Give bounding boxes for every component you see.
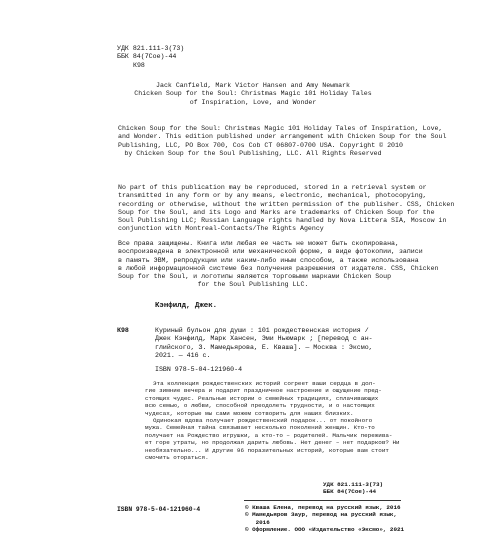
annotation-line: смочить отораться. <box>145 454 209 462</box>
original-title-block <box>118 82 388 107</box>
rights-reserved-ru <box>118 240 439 290</box>
rights-line: Soup for the Soul, и логотипы являются торговыми марками Chicken Soup <box>118 273 392 281</box>
annotation-line: мужа. Семейная тайна связывает несколько поколений женщин. Кто-то <box>145 424 375 432</box>
credit-line: © Мамедьяров Заур, перевод на русский язык, <box>245 511 398 519</box>
catalog-description <box>155 327 401 360</box>
isbn: ISBN 978-5-04-121960-4 <box>117 506 201 513</box>
annotation <box>145 380 401 461</box>
annotation-line: Эта коллекция рождественских историй согреет ваши сердца в дол- <box>153 380 376 387</box>
credit-line: © Оформление. ООО «Издательство «Эксмо», 2021 <box>245 526 405 534</box>
credit-line: © Кваша Елена, перевод на русский язык, 2016 <box>245 504 401 511</box>
udk-block <box>117 45 184 70</box>
annotation-line: гие зимние вечера и подарит праздничное настроение и ощущение пред- <box>145 387 382 395</box>
udk-code: УДК 821.111-3(73) <box>323 481 384 488</box>
bbk-code: ББК 84(7Сое)-44 <box>117 53 177 61</box>
catalog-author-mark: К98 <box>117 327 129 334</box>
catalog-isbn: ISBN 978-5-04-121960-4 <box>155 366 243 373</box>
catalog-line: 2021. — 416 с. <box>155 351 211 359</box>
copyright-line: by Chicken Soup for the Soul Publishing, LLC. All Rights Reserved <box>124 149 382 157</box>
copyright-credits <box>245 504 404 534</box>
rights-line: for the Soul Publishing LLC. <box>197 281 309 289</box>
rights-line: Все права защищены. Книга или любая ее часть не может быть скопирована, <box>118 240 399 247</box>
copyright-line: Publishing, LLC, PO Box 700, Cos Cob CT 06807-0700 USA. Copyright © 2010 <box>118 141 403 149</box>
original-authors: Jack Canfield, Mark Victor Hansen and Amy Newmark <box>156 82 350 89</box>
annotation-line: получает на Рождество игрушки, а кто-то – родителей. Мальчик пережива- <box>145 431 393 439</box>
catalog-line: глийского, З. Мамедьярова, Е. Кваша]. — Москва : Эксмо, <box>155 343 373 351</box>
copyright-line: Chicken Soup for the Soul: Christmas Magic 101 Holiday Tales of Inspiration, Love, <box>118 125 443 132</box>
annotation-line: стоящих чудес. Реальные истории о семейных традициях, сплачивающих <box>145 394 379 402</box>
catalog-author: Кэнфилд, Джек. <box>155 302 218 310</box>
rights-line: воспроизведена в электронной или механической форме, в виде фотокопии, записи <box>118 248 423 256</box>
copyright-line: and Wonder. This edition published under arrangement with Chicken Soup for the Soul <box>118 133 447 141</box>
rights-line: Soul Publishing LLC; Russian Language rights handled by Nova Littera SIA, Moscow in <box>118 217 447 225</box>
rights-line: в любой информационной системе без получения разрешения от издателя. CSS, Chicken <box>118 264 439 272</box>
original-title-line: Chicken Soup for the Soul: Christmas Magic 101 Holiday Tales <box>134 90 372 98</box>
annotation-line: ет горе утраты, но продолжая дарить любовь. Нет денег – нет подарков? Ни <box>145 439 400 447</box>
annotation-line: всю семью, о любви, способной преодолеть трудности, и о настоящих <box>145 402 375 410</box>
catalog-line: Джек Кэнфилд, Марк Хансен, Эми Ньюмарк ; [перевод с ан- <box>155 335 373 343</box>
udk-code: УДК 821.111-3(73) <box>117 45 185 52</box>
credit-line: 2016 <box>245 518 270 526</box>
rights-line: conjunction with Montreal-Contacts/The Rights Agency <box>118 225 324 233</box>
rights-line: No part of this publication may be reproduced, stored in a retrieval system or <box>118 184 427 191</box>
annotation-line: чудесах, которые мы сами можем сотворить для наших близких. <box>145 409 354 417</box>
bbk-code: ББК 84(7Сое)-44 <box>323 488 377 496</box>
original-title-line: of Inspiration, Love, and Wonder <box>189 98 317 106</box>
author-mark: К98 <box>133 61 145 69</box>
original-copyright <box>118 125 447 158</box>
catalog-line: Куриный бульон для души : 101 рождественская история / <box>155 327 369 334</box>
rights-line: recording or otherwise, without the written permission of the publisher. CSS, Chicken <box>118 200 455 208</box>
rights-reserved-en <box>118 184 455 234</box>
rights-line: Soup for the Soul, and its Logo and Marks are trademarks of Chicken Soup for the <box>118 208 435 216</box>
rights-line: transmitted in any form or by any means, electronic, mechanical, photocopying, <box>118 192 427 200</box>
rights-line: в память ЭВМ, репродукции или каким-либо иным способом, а также использована <box>118 256 419 264</box>
udk-block-bottom <box>323 481 383 496</box>
annotation-line: необязательно... И другие 96 поразительных историй, которые вам стоит <box>145 446 389 454</box>
divider <box>244 500 401 501</box>
annotation-line: Одинокая вдова получает рождественский подарок... от покойного <box>153 417 373 425</box>
